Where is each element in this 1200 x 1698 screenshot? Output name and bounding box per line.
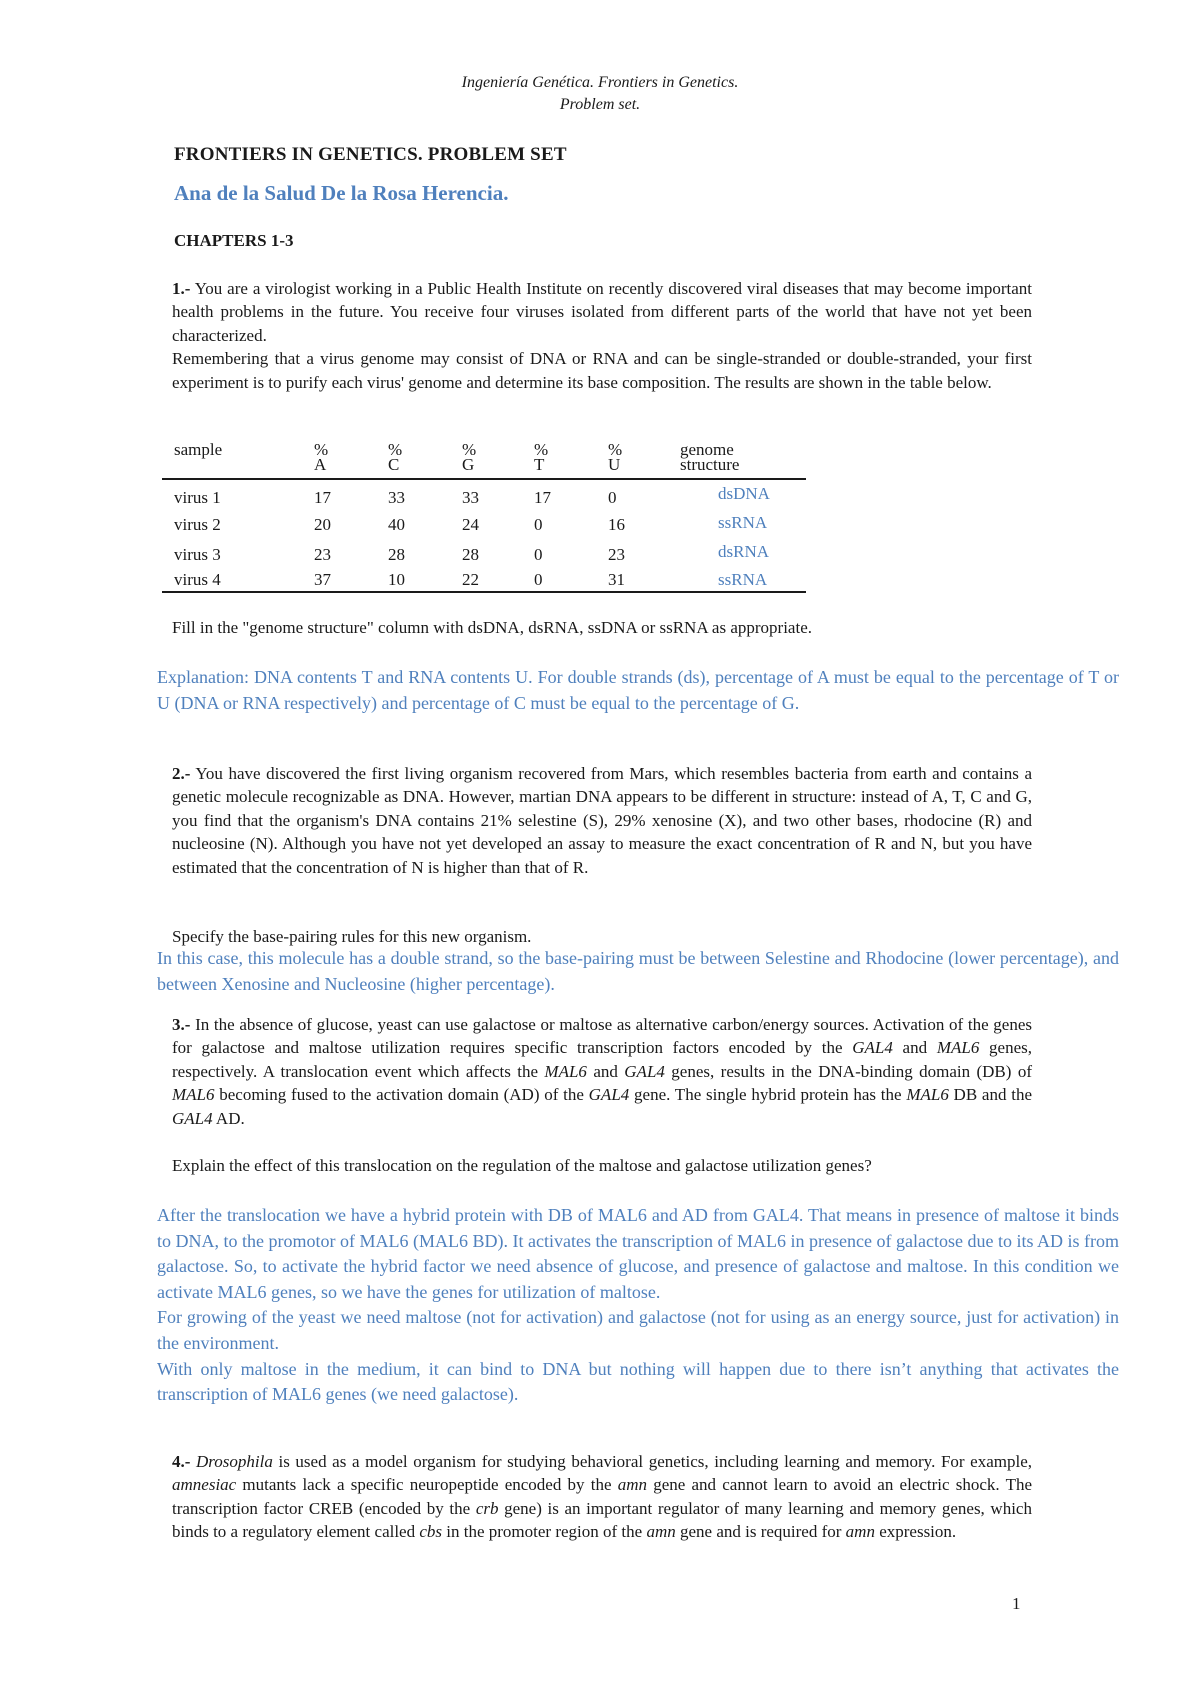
question-3-instruction: Explain the effect of this translocation on the regulation of the maltose and galactose utilization genes?	[172, 1156, 872, 1175]
document-title: FRONTIERS IN GENETICS. PROBLEM SET	[174, 144, 567, 165]
row-4-u: 31	[608, 570, 625, 589]
row-2-u: 16	[608, 515, 625, 534]
header-a-bottom: A	[314, 455, 327, 474]
row-3-sample: virus 3	[174, 545, 221, 564]
gene-amn: amn	[646, 1522, 676, 1542]
header-genome-bottom: structure	[680, 455, 740, 474]
question-2-instruction: Specify the base-pairing rules for this new organism.	[172, 927, 532, 946]
table-header-rule	[162, 478, 806, 480]
gene-crb: crb	[475, 1498, 499, 1518]
gene-mal6: MAL6	[936, 1038, 980, 1058]
answer-3	[157, 1203, 1119, 1408]
header-c-bottom: C	[388, 455, 400, 474]
question-number: 3.-	[172, 1015, 191, 1034]
question-1	[172, 277, 1032, 394]
header-a-top: %	[314, 440, 329, 459]
question-text: genes, results in the DNA-binding domain (DB) of	[664, 1061, 1032, 1081]
row-3-u: 23	[608, 545, 625, 564]
element-cbs: cbs	[419, 1522, 443, 1542]
question-text: mutants lack a specific neuropeptide encoded by the	[236, 1475, 618, 1495]
question-4	[172, 1450, 1032, 1544]
row-2-g: 24	[462, 515, 479, 534]
question-text: and	[586, 1061, 625, 1081]
question-text: You have discovered the first living organism recovered from Mars, which resembles bacteria from earth and contains a genetic molecule recognizable as DNA. However, martian DNA appears to be different in structure: instead of A, T, C and G, you find that the organism's DNA contains 21% selestine (S), 29% xenosine (X), and two other bases, rhodocine (R) and nucleosine (N). Although you have not yet developed an assay to measure the exact concentration of R and N, but you have estimated that the concentration of N is higher than that of R.	[172, 764, 1032, 877]
question-text: gene and is required for	[675, 1522, 846, 1542]
answer-3-paragraph-2: For growing of the yeast we need maltose (not for activation) and galactose (not for using as an energy source, just for activation) in the environment.	[157, 1307, 1119, 1353]
question-text: DB and the	[948, 1085, 1032, 1105]
row-3-a: 23	[314, 545, 331, 564]
row-3-c: 28	[388, 545, 405, 564]
row-1-structure: dsDNA	[718, 484, 770, 503]
row-3-structure: dsRNA	[718, 542, 770, 561]
chapters-heading: CHAPTERS 1-3	[174, 231, 294, 250]
organism-drosophila: Drosophila	[196, 1452, 273, 1471]
row-1-g: 33	[462, 488, 479, 507]
header-genome-top: genome	[680, 440, 734, 459]
header-u-bottom: U	[608, 455, 621, 474]
gene-amn: amn	[617, 1475, 647, 1495]
gene-amn: amn	[845, 1522, 875, 1542]
author-name: Ana de la Salud De la Rosa Herencia.	[174, 181, 509, 205]
row-1-c: 33	[388, 488, 405, 507]
row-2-a: 20	[314, 515, 331, 534]
row-1-sample: virus 1	[174, 488, 221, 507]
question-1-instruction: Fill in the "genome structure" column with dsDNA, dsRNA, ssDNA or ssRNA as appropriate.	[172, 618, 812, 637]
row-3-g: 28	[462, 545, 479, 564]
mutant-amnesiac: amnesiac	[172, 1475, 237, 1495]
header-line-1: Ingeniería Genética. Frontiers in Genetics.	[461, 74, 739, 91]
header-t-bottom: T	[534, 455, 545, 474]
answer-3-paragraph-3: With only maltose in the medium, it can bind to DNA but nothing will happen due to there isn’t anything that activates the transcription of MAL6 genes (we need galactose).	[157, 1358, 1119, 1405]
row-3-t: 0	[534, 545, 543, 564]
question-text: is used as a model organism for studying behavioral genetics, including learning and memory. For example,	[272, 1452, 1032, 1471]
row-2-sample: virus 2	[174, 515, 221, 534]
row-2-structure: ssRNA	[718, 513, 768, 532]
question-text: You are a virologist working in a Public Health Institute on recently discovered viral diseases that may become important health problems in the future. You receive four viruses isolated from different parts of the world that have not yet been characterized.	[172, 279, 1032, 345]
table-bottom-rule	[162, 591, 806, 593]
row-2-t: 0	[534, 515, 543, 534]
question-text: gene. The single hybrid protein has the	[629, 1085, 907, 1105]
question-text: in the promoter region of the	[442, 1522, 647, 1542]
gene-mal6: MAL6	[906, 1085, 949, 1105]
answer-2: In this case, this molecule has a double strand, so the base-pairing must be between Selestine and Rhodocine (lower percentage), and between Xenosine and Nucleosine (higher percentage).	[157, 948, 1119, 994]
header-t-top: %	[534, 440, 549, 459]
header-u-top: %	[608, 440, 623, 459]
row-1-u: 0	[608, 488, 617, 507]
question-text-2: Remembering that a virus genome may consist of DNA or RNA and can be single-stranded or double-stranded, your first experiment is to purify each virus' genome and determine its base composition. The results are shown in the table below.	[172, 349, 1032, 392]
header-g-top: %	[462, 440, 477, 459]
row-4-t: 0	[534, 570, 543, 589]
gene-gal4: GAL4	[588, 1085, 630, 1105]
gene-mal6: MAL6	[544, 1061, 587, 1081]
header-c-top: %	[388, 440, 403, 459]
row-2-c: 40	[388, 515, 405, 534]
question-2	[172, 762, 1032, 879]
page-header	[0, 72, 1200, 116]
question-number: 1.-	[172, 279, 191, 298]
row-4-a: 37	[314, 570, 331, 589]
row-1-a: 17	[314, 488, 331, 507]
question-text: genes, respectively. A translocation event which affects the	[172, 1038, 1033, 1081]
question-text: AD.	[212, 1108, 245, 1128]
question-3	[172, 1013, 1032, 1130]
page-number: 1	[1012, 1594, 1021, 1613]
question-text: and	[892, 1038, 937, 1058]
question-text: In the absence of glucose, yeast can use galactose or maltose as alternative carbon/energy sources. Activation of the genes for galactose and maltose utilization requires specific transcription factors encoded by the	[172, 1015, 1032, 1058]
question-text: gene) is an important regulator of many learning and memory genes, which binds to a regulatory element called	[172, 1498, 1032, 1542]
gene-gal4: GAL4	[624, 1061, 665, 1081]
gene-gal4: GAL4	[172, 1108, 213, 1128]
gene-gal4: GAL4	[852, 1038, 893, 1058]
row-4-g: 22	[462, 570, 479, 589]
row-4-c: 10	[388, 570, 405, 589]
question-text: becoming fused to the activation domain (AD) of the	[214, 1085, 589, 1105]
row-1-t: 17	[534, 488, 551, 507]
question-number: 4.-	[172, 1452, 191, 1471]
answer-3-paragraph-1: After the translocation we have a hybrid protein with DB of MAL6 and AD from GAL4. That means in presence of maltose it binds to DNA, to the promotor of MAL6 (MAL6 BD). It activates the transcription of MAL6 in presence of galactose due to its AD is from galactose. So, to activate the hybrid factor we need absence of glucose, and presence of galactose and maltose. In this condition we activate MAL6 genes, so we have the genes for utilization of maltose.	[157, 1205, 1119, 1302]
header-sample: sample	[174, 440, 223, 459]
row-4-structure: ssRNA	[718, 570, 768, 589]
gene-mal6: MAL6	[172, 1085, 215, 1105]
row-4-sample: virus 4	[174, 570, 221, 589]
question-number: 2.-	[172, 764, 191, 783]
header-line-2: Problem set.	[559, 96, 641, 113]
question-text: gene and cannot learn to avoid an electric shock. The transcription factor CREB (encoded by the	[172, 1475, 1032, 1518]
header-g-bottom: G	[462, 455, 475, 474]
answer-1: Explanation: DNA contents T and RNA contents U. For double strands (ds), percentage of A must be equal to the percentage of T or U (DNA or RNA respectively) and percentage of C must be equal to the percentage of G.	[157, 667, 1119, 713]
question-text: expression.	[874, 1522, 957, 1542]
